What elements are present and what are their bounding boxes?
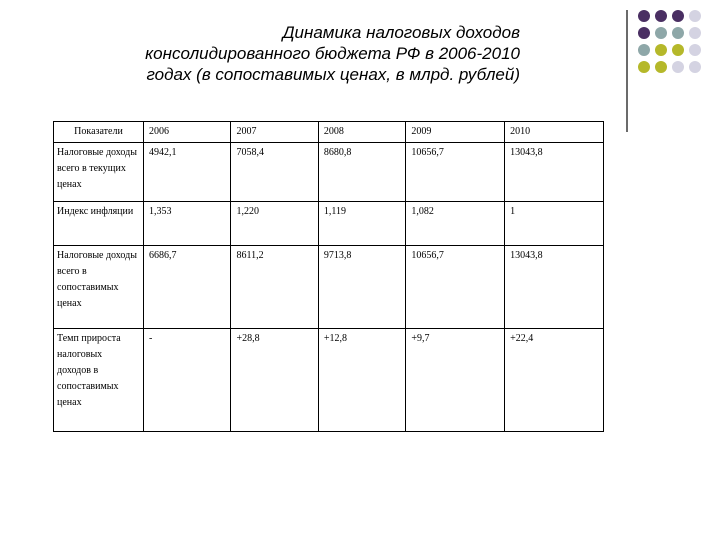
- value-cell: 1,119: [318, 202, 405, 246]
- row-label-cell: Налоговые доходы всего в текущих ценах: [54, 143, 144, 202]
- value-cell: 1,220: [231, 202, 318, 246]
- value-cell: +12,8: [318, 329, 405, 432]
- value-cell: 4942,1: [144, 143, 231, 202]
- decorative-dot: [638, 10, 650, 22]
- value-cell: 7058,4: [231, 143, 318, 202]
- value-cell: 8611,2: [231, 246, 318, 329]
- value-cell: 8680,8: [318, 143, 405, 202]
- table-header-row: [54, 122, 604, 143]
- decorative-dot: [672, 27, 684, 39]
- table-row: [54, 143, 604, 202]
- decorative-dot: [655, 27, 667, 39]
- header-year-cell: 2007: [231, 122, 318, 143]
- header-year-cell: 2009: [406, 122, 505, 143]
- decorative-dot: [638, 44, 650, 56]
- value-cell: +28,8: [231, 329, 318, 432]
- value-cell: 1: [505, 202, 604, 246]
- header-year-cell: 2006: [144, 122, 231, 143]
- header-year-cell: 2008: [318, 122, 405, 143]
- decorative-dot: [638, 27, 650, 39]
- value-cell: -: [144, 329, 231, 432]
- decorative-dot: [655, 10, 667, 22]
- decorative-vertical-line: [626, 10, 628, 132]
- value-cell: 9713,8: [318, 246, 405, 329]
- value-cell: +22,4: [505, 329, 604, 432]
- decorative-dot: [689, 61, 701, 73]
- value-cell: 10656,7: [406, 246, 505, 329]
- header-year-cell: 2010: [505, 122, 604, 143]
- value-cell: 1,353: [144, 202, 231, 246]
- value-cell: 6686,7: [144, 246, 231, 329]
- slide-title: [60, 22, 520, 85]
- row-label-cell: Индекс инфляции: [54, 202, 144, 246]
- value-cell: 1,082: [406, 202, 505, 246]
- tax-revenue-table: [53, 121, 604, 432]
- decorative-dot: [655, 61, 667, 73]
- decorative-dot: [672, 61, 684, 73]
- title-line-1: Динамика налоговых доходов: [282, 23, 520, 42]
- value-cell: 13043,8: [505, 143, 604, 202]
- decorative-dot: [638, 61, 650, 73]
- decorative-dot: [689, 44, 701, 56]
- decorative-dot: [689, 10, 701, 22]
- title-line-3: годах (в сопоставимых ценах, в млрд. рублей): [146, 65, 520, 84]
- table-row: [54, 329, 604, 432]
- decorative-dot: [672, 44, 684, 56]
- decorative-dot: [672, 10, 684, 22]
- value-cell: +9,7: [406, 329, 505, 432]
- value-cell: 13043,8: [505, 246, 604, 329]
- decorative-dot-grid: [638, 10, 703, 75]
- row-label-cell: Налоговые доходы всего в сопоставимых ценах: [54, 246, 144, 329]
- value-cell: 10656,7: [406, 143, 505, 202]
- decorative-dot: [655, 44, 667, 56]
- row-label-cell: Темп прироста налоговых доходов в сопоставимых ценах: [54, 329, 144, 432]
- table-row: [54, 246, 604, 329]
- title-line-2: консолидированного бюджета РФ в 2006-2010: [145, 44, 520, 63]
- table-row: [54, 202, 604, 246]
- decorative-dot: [689, 27, 701, 39]
- header-indicator-cell: Показатели: [54, 122, 144, 143]
